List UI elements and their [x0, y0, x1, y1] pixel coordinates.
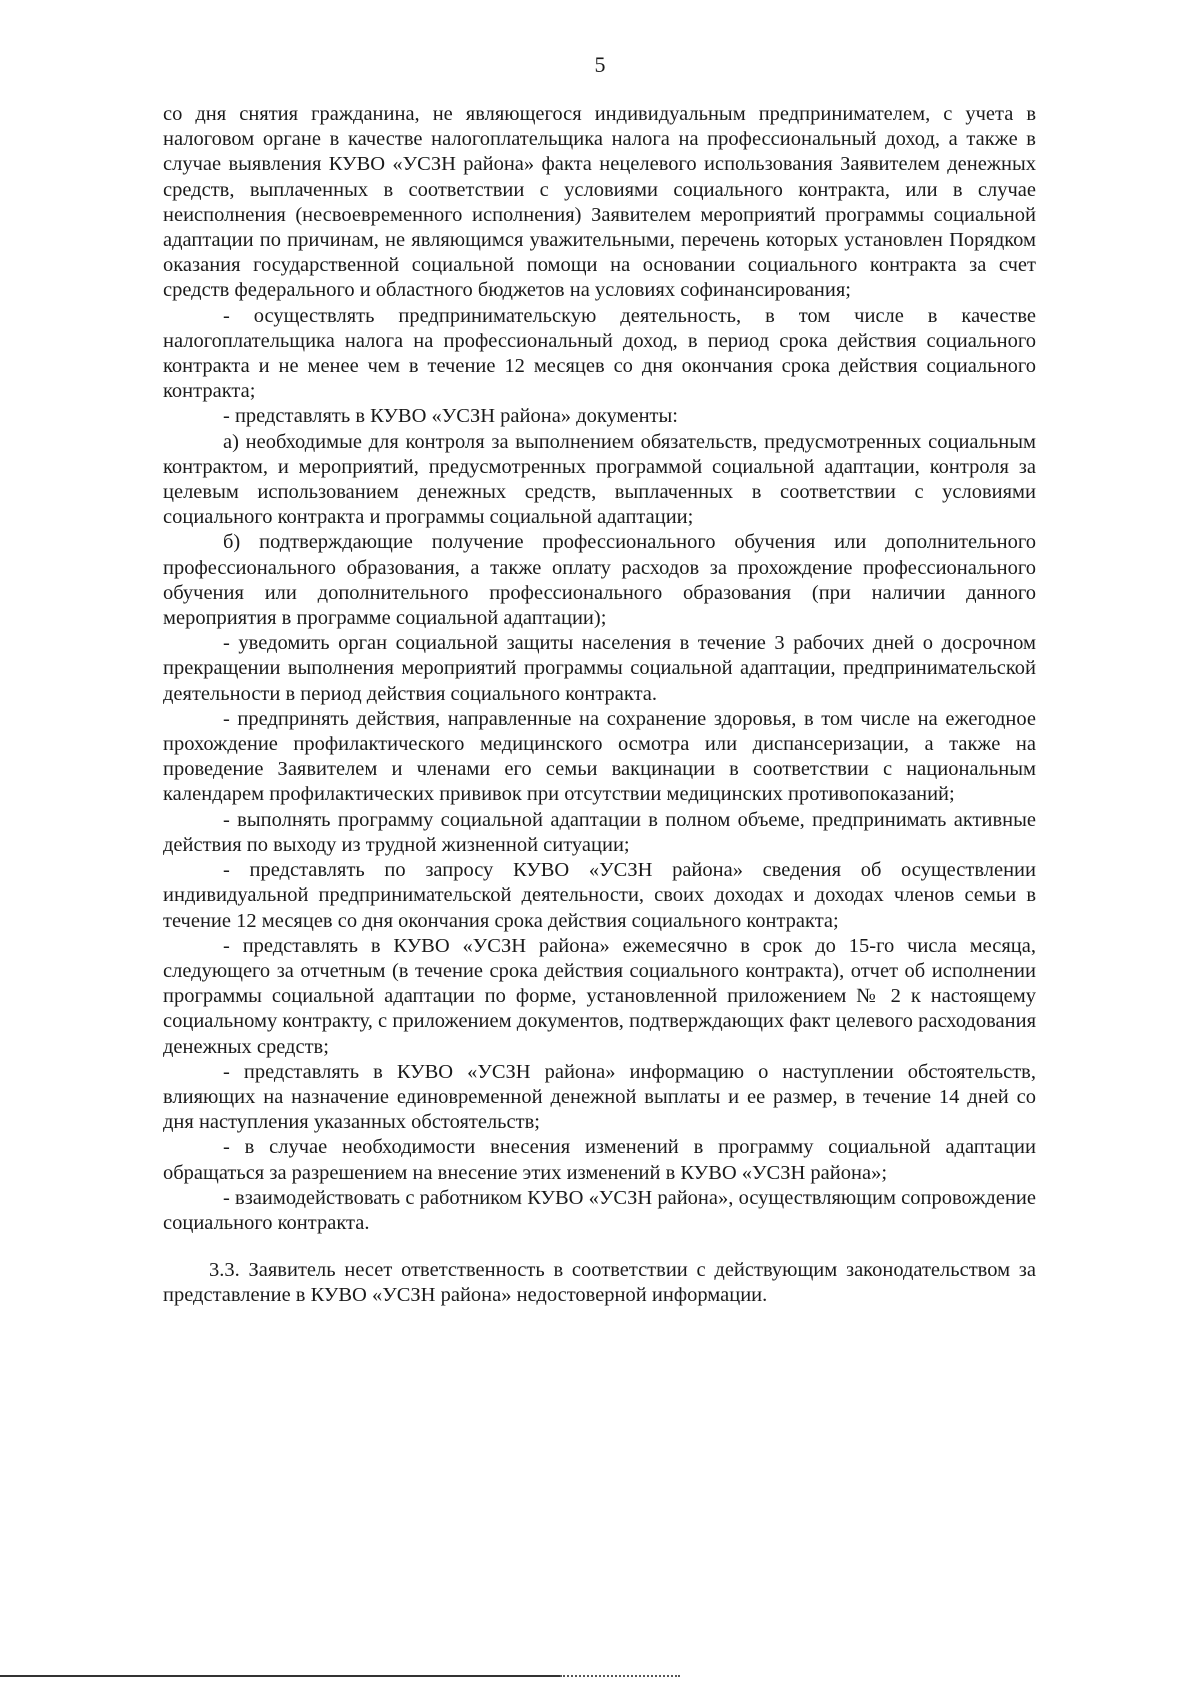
- paragraph: - представлять в КУВО «УСЗН района» документы:: [223, 405, 678, 428]
- footer-rule: [0, 1675, 560, 1677]
- paragraph: со дня снятия гражданина, не являющегося индивидуальным предпринимателем, с учета в налоговом органе в качестве налогоплательщика налога на профессиональный доход, а также в случае выявления КУВО «УСЗН района» факта нецелевого использования Заявителем денежных средств, выплаченных в соответствии с условиями социального контракта, или в случае неисполнения (несвоевременного исполнения) Заявителем мероприятий программы социальной адаптации по причинам, не являющимся уважительными, перечень которых установлен Порядком оказания государственной социальной помощи на основании социального контракта за счет средств федерального и областного бюджетов на условиях софинансирования;: [163, 103, 1036, 302]
- page-number: 5: [594, 52, 606, 77]
- footer-rule-dotted: [560, 1675, 680, 1677]
- closing-paragraph: 3.3. Заявитель несет ответственность в соответствии с действующим законодательством за представление в КУВО «УСЗН района» недостоверной информации.: [163, 1259, 1036, 1307]
- paragraph: - осуществлять предпринимательскую деятельность, в том числе в качестве налогоплательщика налога на профессиональный доход, в период срока действия социального контракта и не менее чем в течение 12 месяцев со дня окончания срока действия социального контракта;: [163, 304, 1036, 403]
- paragraph: - предпринять действия, направленные на сохранение здоровья, в том числе на ежегодное прохождение профилактического медицинского осмотра или диспансеризации, а также на проведение Заявителем и членами его семьи вакцинации в соответствии с национальным календарем профилактических прививок при отсутствии медицинских противопоказаний;: [163, 707, 1036, 806]
- paragraph: - выполнять программу социальной адаптации в полном объеме, предпринимать активные действия по выходу из трудной жизненной ситуации;: [163, 808, 1036, 856]
- paragraph: - в случае необходимости внесения изменений в программу социальной адаптации обращаться за разрешением на внесение этих изменений в КУВО «УСЗН района»;: [163, 1136, 1036, 1184]
- document-body: [163, 102, 1036, 1309]
- paragraph: - взаимодействовать с работником КУВО «УСЗН района», осуществляющим сопровождение социального контракта.: [163, 1186, 1036, 1234]
- paragraph: - уведомить орган социальной защиты населения в течение 3 рабочих дней о досрочном прекращении выполнения мероприятий программы социальной адаптации, предпринимательской деятельности в период действия социального контракта.: [163, 632, 1036, 705]
- paragraph: - представлять в КУВО «УСЗН района» ежемесячно в срок до 15-го числа месяца, следующего за отчетным (в течение срока действия социального контракта), отчет об исполнении программы социальной адаптации по форме, установленной приложением № 2 к настоящему социальному контракту, с приложением документов, подтверждающих факт целевого расходования денежных средств;: [163, 934, 1036, 1058]
- paragraph: б) подтверждающие получение профессионального обучения или дополнительного профессионального образования, а также оплату расходов за прохождение профессионального обучения или дополнительного профессионального образования (при наличии данного мероприятия в программе социальной адаптации);: [163, 531, 1036, 630]
- paragraph: - представлять по запросу КУВО «УСЗН района» сведения об осуществлении индивидуальной предпринимательской деятельности, своих доходах и доходах членов семьи в течение 12 месяцев со дня окончания срока действия социального контракта;: [163, 859, 1036, 932]
- paragraph: а) необходимые для контроля за выполнением обязательств, предусмотренных социальным контрактом, и мероприятий, предусмотренных программой социальной адаптации, контроля за целевым использованием денежных средств, выплаченных в соответствии с условиями социального контракта и программы социальной адаптации;: [163, 430, 1036, 529]
- paragraph: - представлять в КУВО «УСЗН района» информацию о наступлении обстоятельств, влияющих на назначение единовременной денежной выплаты и ее размер, в течение 14 дней со дня наступления указанных обстоятельств;: [163, 1060, 1036, 1134]
